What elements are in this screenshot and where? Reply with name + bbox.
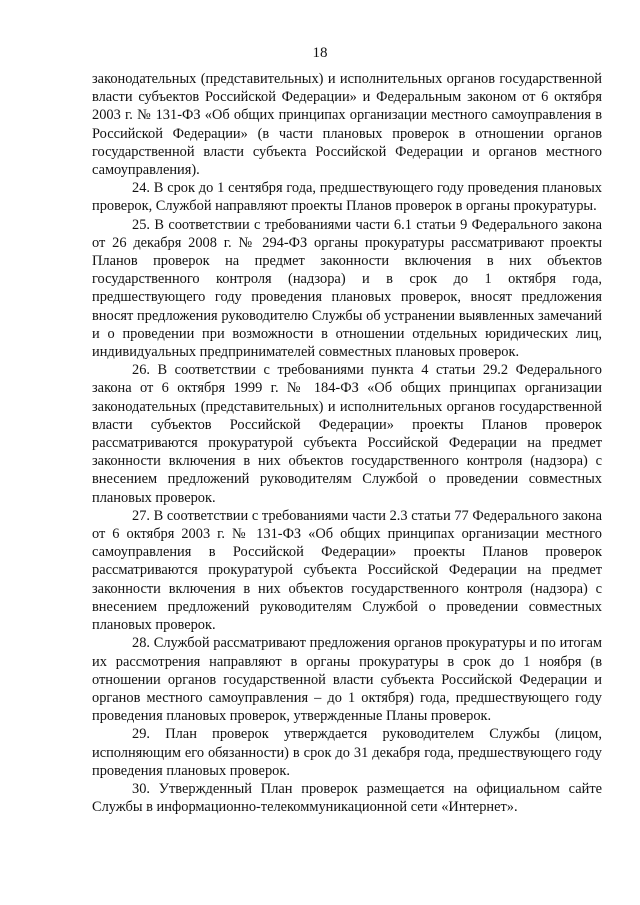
paragraph-27: 27. В соответствии с требованиями части 2.3 статьи 77 Федерального закона от 6 октября 2003 г. № 131-ФЗ «Об общих принципах организации местного самоуправления в Российской Федерации» проекты Планов проверок рассматриваются прокуратурой субъекта Российской Федерации на предмет законности включения в них объектов государственного контроля (надзора) с внесением предложений руководителям Службой о проведении совместных плановых проверок. [92,507,602,634]
paragraph-continuation: законодательных (представительных) и исполнительных органов государственной власти субъектов Российской Федерации» и Федеральным законом от 6 октября 2003 г. № 131-ФЗ «Об общих принципах организации местного самоуправления в Российской Федерации» (в части плановых проверок в отношении органов государственной власти субъекта Российской Федерации и органов местного самоуправления). [92,71,602,179]
paragraph-30: 30. Утвержденный План проверок размещается на официальном сайте Службы в информационно-телекоммуникационной сети «Интернет». [92,780,602,816]
paragraph-25: 25. В соответствии с требованиями части 6.1 статьи 9 Федерального закона от 26 декабря 2008 г. № 294-ФЗ органы прокуратуры рассматривают проекты Планов проверок на предмет законности включения в них объектов государственного контроля (надзора) и в срок до 1 октября года, предшествующего году проведения плановых проверок, вносят предложения вносят предложения руководителю Службы об устранении выявленных замечаний и о проведении при возможности в отношении отдельных юридических лиц, индивидуальных предпринимателей совместных плановых проверок. [92,216,602,361]
paragraph-26: 26. В соответствии с требованиями пункта 4 статьи 29.2 Федерального закона от 6 октября 1999 г. № 184-ФЗ «Об общих принципах организации законодательных (представительных) и исполнительных органов государственной власти субъектов Российской Федерации» проекты Планов проверок рассматриваются прокуратурой субъекта Российской Федерации на предмет законности включения в них объектов государственного контроля (надзора) с внесением предложений руководителям Службой о проведении совместных плановых проверок. [92,362,602,506]
paragraph-28: 28. Службой рассматривают предложения органов прокуратуры и по итогам их рассмотрения направляют в органы прокуратуры в срок до 1 ноября (в отношении органов государственной власти субъекта Российской Федерации и органов местного самоуправления – до 1 октября) года, предшествующего году проведения плановых проверок, утвержденные Планы проверок. [92,635,602,725]
page-number: 18 [312,45,328,61]
document-body [92,70,602,816]
paragraph-29: 29. План проверок утверждается руководителем Службы (лицом, исполняющим его обязанности) в срок до 31 декабря года, предшествующего году проведения плановых проверок. [92,726,602,779]
paragraph-24: 24. В срок до 1 сентября года, предшествующего году проведения плановых проверок, Службой направляют проекты Планов проверок в органы прокуратуры. [92,180,602,215]
